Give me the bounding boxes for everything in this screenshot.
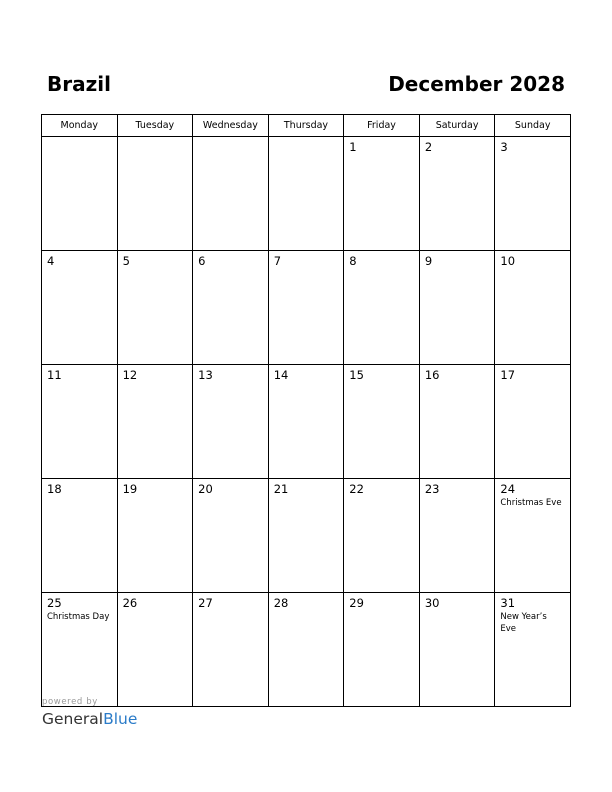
day-number: 17	[500, 368, 516, 382]
day-cell	[42, 251, 118, 365]
day-number: 11	[47, 368, 62, 382]
week-row	[42, 479, 571, 593]
month-year-title: December 2028	[388, 72, 565, 96]
weekday-thursday: Thursday	[268, 115, 344, 137]
weekday-monday: Monday	[42, 115, 118, 137]
day-cell	[495, 593, 571, 707]
day-cell	[42, 365, 118, 479]
day-number: 30	[424, 596, 440, 610]
day-number: 29	[349, 596, 364, 610]
day-number: 5	[122, 254, 130, 268]
day-number: 2	[424, 140, 433, 154]
country-title: Brazil	[47, 72, 111, 96]
day-number: 13	[198, 368, 213, 382]
day-cell	[193, 251, 269, 365]
day-number: 3	[500, 140, 508, 154]
calendar-grid	[41, 114, 571, 707]
day-number: 26	[122, 596, 138, 610]
day-number: 20	[198, 482, 213, 496]
holiday-label: New Year’s Eve	[500, 612, 547, 634]
day-cell	[268, 365, 344, 479]
day-number: 15	[349, 368, 364, 382]
day-cell	[268, 479, 344, 593]
week-row	[42, 137, 571, 251]
day-cell	[117, 251, 193, 365]
day-cell	[344, 365, 420, 479]
day-cell	[42, 593, 118, 707]
day-number: 23	[424, 482, 440, 496]
day-cell	[268, 251, 344, 365]
weekday-saturday: Saturday	[419, 115, 495, 137]
day-number: 24	[500, 482, 516, 496]
weekday-sunday: Sunday	[495, 115, 571, 137]
day-cell	[193, 593, 269, 707]
day-cell	[419, 365, 495, 479]
holiday-label: Christmas Day	[47, 612, 110, 622]
day-number: 7	[273, 254, 282, 268]
weekday-friday: Friday	[344, 115, 420, 137]
generalblue-logo	[42, 709, 137, 729]
calendar-body	[42, 137, 571, 707]
day-number: 28	[273, 596, 289, 610]
day-cell	[344, 137, 420, 251]
weekday-tuesday: Tuesday	[117, 115, 193, 137]
day-number: 6	[198, 254, 206, 268]
week-row	[42, 365, 571, 479]
day-cell	[495, 365, 571, 479]
day-cell	[344, 479, 420, 593]
holiday-label: Christmas Eve	[500, 498, 562, 508]
weekday-header-row	[42, 115, 571, 137]
day-number: 1	[349, 140, 357, 154]
weekday-row	[42, 115, 571, 137]
day-number: 4	[47, 254, 55, 268]
day-cell	[42, 479, 118, 593]
weekday-wednesday: Wednesday	[193, 115, 269, 137]
day-number: 16	[424, 368, 440, 382]
week-row	[42, 593, 571, 707]
day-number: 22	[349, 482, 364, 496]
day-number: 21	[273, 482, 289, 496]
day-cell	[344, 593, 420, 707]
day-number: 9	[424, 254, 433, 268]
logo-general-text: General	[42, 710, 104, 728]
day-cell	[419, 251, 495, 365]
day-cell	[268, 137, 344, 251]
day-number: 25	[47, 596, 62, 610]
day-cell	[193, 479, 269, 593]
day-cell	[117, 479, 193, 593]
powered-by-text: powered by	[42, 697, 98, 707]
week-row	[42, 251, 571, 365]
day-cell	[495, 137, 571, 251]
day-number: 18	[47, 482, 62, 496]
footer-branding	[42, 697, 137, 729]
day-number: 19	[122, 482, 138, 496]
day-cell	[344, 251, 420, 365]
day-number: 8	[349, 254, 357, 268]
day-cell	[419, 593, 495, 707]
day-number: 31	[500, 596, 516, 610]
day-cell	[268, 593, 344, 707]
day-number: 10	[500, 254, 516, 268]
day-cell	[117, 593, 193, 707]
logo-blue-text: Blue	[103, 710, 138, 728]
day-cell	[193, 137, 269, 251]
day-number: 27	[198, 596, 213, 610]
day-cell	[419, 137, 495, 251]
day-cell	[419, 479, 495, 593]
day-cell	[193, 365, 269, 479]
day-cell	[495, 479, 571, 593]
day-number: 12	[122, 368, 138, 382]
day-cell	[117, 365, 193, 479]
day-cell	[495, 251, 571, 365]
day-cell	[42, 137, 118, 251]
day-number: 14	[273, 368, 289, 382]
day-cell	[117, 137, 193, 251]
